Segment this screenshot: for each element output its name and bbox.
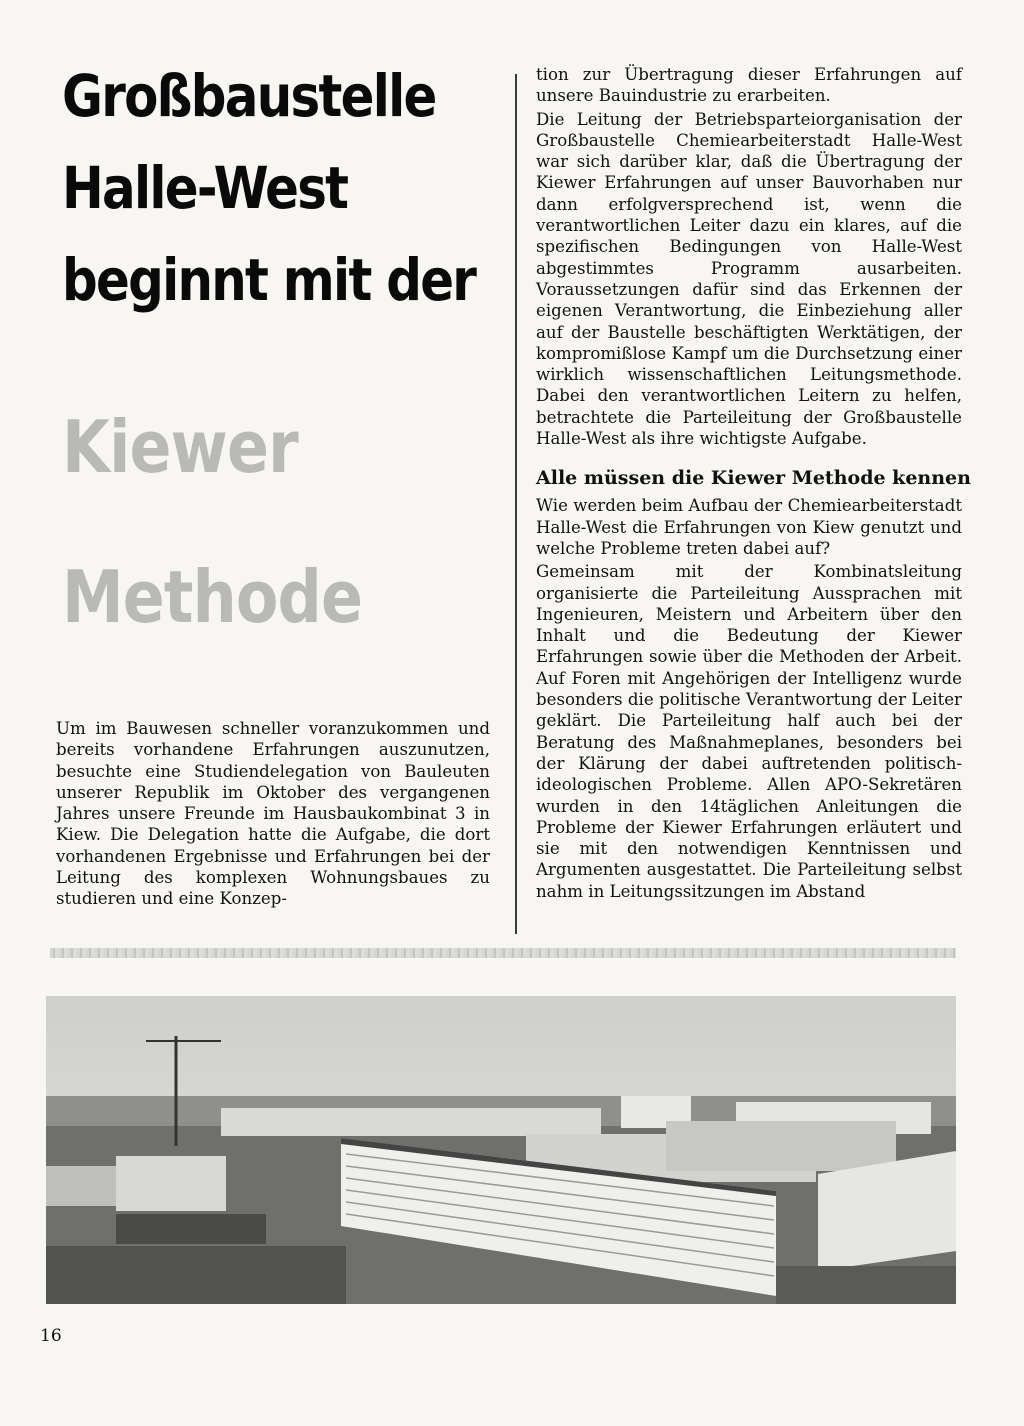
left-column-text: Um im Bauwesen schneller voranzukommen und bereits vorhandene Erfahrungen auszunutzen, besuchte eine Studiendelegation von Bauleuten unserer Republik im Oktober des vergangenen Jahres unsere Freunde im Hausbaukombinat 3 in Kiew. Die Delegation hatte die Aufgabe, die dort vorhandenen Ergebnisse und Erfahrungen bei der Leitung des komplexen Wohnungsbaues zu studieren und eine Konzep- bbox=[56, 719, 490, 909]
headline-line-2: Halle-West bbox=[62, 154, 348, 222]
headline-black bbox=[62, 50, 476, 326]
decorative-rule bbox=[50, 948, 956, 958]
right-paragraph-3: Wie werden beim Aufbau der Chemiearbeiterstadt Halle-West die Erfahrungen von Kiew genutzt und welche Probleme treten dabei auf? bbox=[536, 496, 962, 558]
headline-line-5: Methode bbox=[62, 555, 363, 639]
column-divider bbox=[515, 74, 517, 934]
right-column bbox=[536, 64, 971, 902]
construction-site-photo bbox=[46, 996, 956, 1304]
right-paragraph-1: tion zur Übertragung dieser Erfahrungen auf unsere Bauindustrie zu erarbeiten. bbox=[536, 65, 962, 106]
headline-line-4: Kiewer bbox=[62, 405, 298, 489]
section-subheading: Alle müssen die Kiewer Methode kennen bbox=[536, 467, 971, 490]
headline-line-1: Großbaustelle bbox=[62, 62, 436, 130]
photo-illustration bbox=[46, 996, 956, 1304]
right-paragraph-2: Die Leitung der Betriebsparteiorganisation der Großbaustelle Chemiearbeiterstadt Halle-West war sich darüber klar, daß die Übertragung der Kiewer Erfahrungen auf unser Bauvorhaben nur dann erfolgversprechend ist, wenn die verantwortlichen Leiter dazu ein klares, auf die spezifischen Bedingungen von Halle-West abgestimmtes Programm ausarbeiten. Voraussetzungen dafür sind das Erkennen der eigenen Verantwortung, die Einbeziehung aller auf der Baustelle beschäftigten Werktätigen, der kompromißlose Kampf um die Durchsetzung einer wirklich wissenschaftlichen Leitungsmethode. Dabei den verantwortlichen Leitern zu helfen, betrachtete die Parteileitung der Großbaustelle Halle-West als ihre wichtigste Aufgabe. bbox=[536, 109, 962, 449]
right-paragraph-4: Gemeinsam mit der Kombinatsleitung organisierte die Parteileitung Aussprachen mit Ingenieuren, Meistern und Arbeitern über den Inhalt und die Bedeutung der Kiewer Erfahrungen sowie über die Methoden der Arbeit. Auf Foren mit Angehörigen der Intelligenz wurde besonders die politische Verantwortung der Leiter geklärt. Die Parteileitung half auch bei der Beratung des Maßnahmeplanes, besonders bei der Klärung der dabei auftretenden politisch-ideologischen Probleme. Allen APO-Sekretären wurden in den 14täglichen Anleitungen die Probleme der Kiewer Erfahrungen erläutert und sie mit den notwendigen Kenntnissen und Argumenten ausgestattet. Die Parteileitung selbst nahm in Leitungssitzungen im Abstand bbox=[536, 562, 962, 901]
headline-line-3: beginnt mit der bbox=[62, 246, 476, 314]
headline-grey bbox=[62, 372, 449, 672]
page-number: 16 bbox=[40, 1326, 62, 1346]
